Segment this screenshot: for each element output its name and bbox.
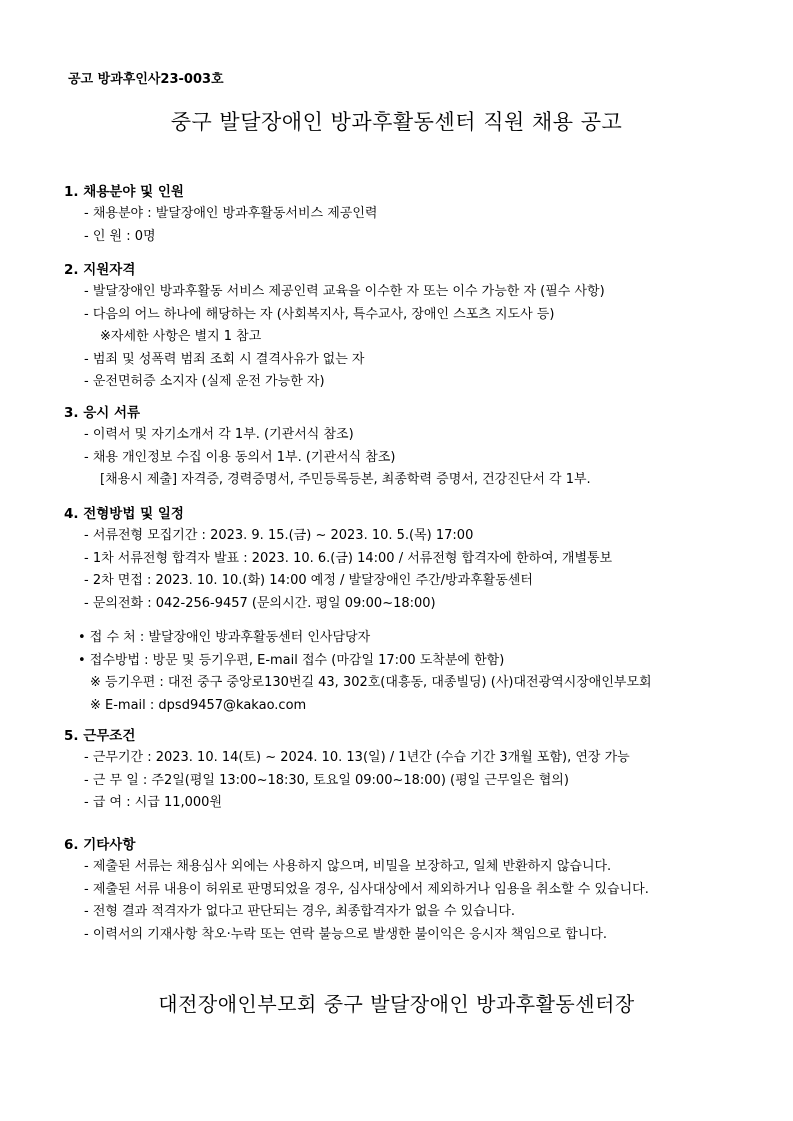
list-item: - 1차 서류전형 합격자 발표 : 2023. 10. 6.(금) 14:00 / 서류전형 합격자에 한하여, 개별통보	[84, 550, 613, 566]
list-item: - 급 여 : 시급 11,000원	[84, 795, 223, 810]
list-item: - 제출된 서류는 채용심사 외에는 사용하지 않으며, 비밀을 보장하고, 일체 반환하지 않습니다.	[84, 859, 612, 874]
section-documents	[64, 402, 764, 492]
list-item: - 문의전화 : 042-256-9457 (문의시간. 평일 09:00~18:00)	[84, 595, 436, 611]
section-working-conditions	[64, 725, 764, 815]
section-heading: 4. 전형방법 및 일정	[64, 506, 184, 522]
section-schedule	[64, 503, 764, 717]
section-recruitment-field	[64, 181, 764, 248]
issuer-signature-line: 대전장애인부모회 중구 발달장애인 방과후활동센터장	[158, 992, 635, 1016]
list-item: - 채용분야 : 발달장애인 방과후활동서비스 제공인력	[84, 206, 378, 221]
bullet-item: • 접 수 처 : 발달장애인 방과후활동센터 인사담당자	[78, 630, 371, 645]
note-line: ※ E-mail : dpsd9457@kakao.com	[90, 697, 307, 713]
section-heading: 2. 지원자격	[64, 262, 136, 278]
list-item: - 인 원 : 0명	[84, 228, 156, 244]
bullet-item: • 접수방법 : 방문 및 등기우편, E-mail 접수 (마감일 17:00 도착분에 한함)	[78, 652, 505, 668]
section-heading: 3. 응시 서류	[64, 405, 141, 421]
list-item: - 채용 개인정보 수집 이용 동의서 1부. (기관서식 참조)	[84, 449, 396, 465]
section-heading: 1. 채용분야 및 인원	[64, 184, 184, 200]
note-line: ※ 등기우편 : 대전 중구 중앙로130번길 43, 302호(대흥동, 대종빌딩) (사)대전광역시장애인부모회	[90, 675, 652, 690]
list-item: - 운전면허증 소지자 (실제 운전 가능한 자)	[84, 374, 325, 389]
section-other-notes	[64, 834, 764, 946]
list-item: - 전형 결과 적격자가 없다고 판단되는 경우, 최종합격자가 없을 수 있습니다.	[84, 904, 516, 919]
note-line: [채용시 제출] 자격증, 경력증명서, 주민등록등본, 최종학력 증명서, 건강진단서 각 1부.	[100, 472, 591, 487]
list-item: - 제출된 서류 내용이 허위로 판명되었을 경우, 심사대상에서 제외하거나 임용을 취소할 수 있습니다.	[84, 881, 649, 897]
list-item: - 근 무 일 : 주2일(평일 13:00~18:30, 토요일 09:00~18:00) (평일 근무일은 협의)	[84, 772, 569, 788]
section-qualifications	[64, 259, 764, 394]
list-item: - 다음의 어느 하나에 해당하는 자 (사회복지사, 특수교사, 장애인 스포츠 지도사 등)	[84, 306, 555, 322]
note-line: ※자세한 사항은 별지 1 참고	[100, 329, 262, 344]
section-heading: 6. 기타사항	[64, 837, 136, 853]
list-item: - 서류전형 모집기간 : 2023. 9. 15.(금) ~ 2023. 10. 5.(목) 17:00	[84, 528, 474, 543]
document-number: 공고 방과후인사23-003호	[68, 72, 224, 87]
list-item: - 이력서 및 자기소개서 각 1부. (기관서식 참조)	[84, 427, 354, 442]
list-item: - 근무기간 : 2023. 10. 14(토) ~ 2024. 10. 13(일) / 1년간 (수습 기간 3개월 포함), 연장 가능	[84, 750, 630, 765]
list-item: - 발달장애인 방과후활동 서비스 제공인력 교육을 이수한 자 또는 이수 가능한 자 (필수 사항)	[84, 284, 605, 299]
list-item: - 이력서의 기재사항 착오·누락 또는 연락 불능으로 발생한 불이익은 응시자 책임으로 합니다.	[84, 926, 608, 942]
list-item: - 범죄 및 성폭력 범죄 조회 시 결격사유가 없는 자	[84, 351, 365, 367]
page-title: 중구 발달장애인 방과후활동센터 직원 채용 공고	[170, 110, 623, 134]
list-item: - 2차 면접 : 2023. 10. 10.(화) 14:00 예정 / 발달장애인 주간/방과후활동센터	[84, 573, 533, 588]
section-heading: 5. 근무조건	[64, 728, 136, 744]
